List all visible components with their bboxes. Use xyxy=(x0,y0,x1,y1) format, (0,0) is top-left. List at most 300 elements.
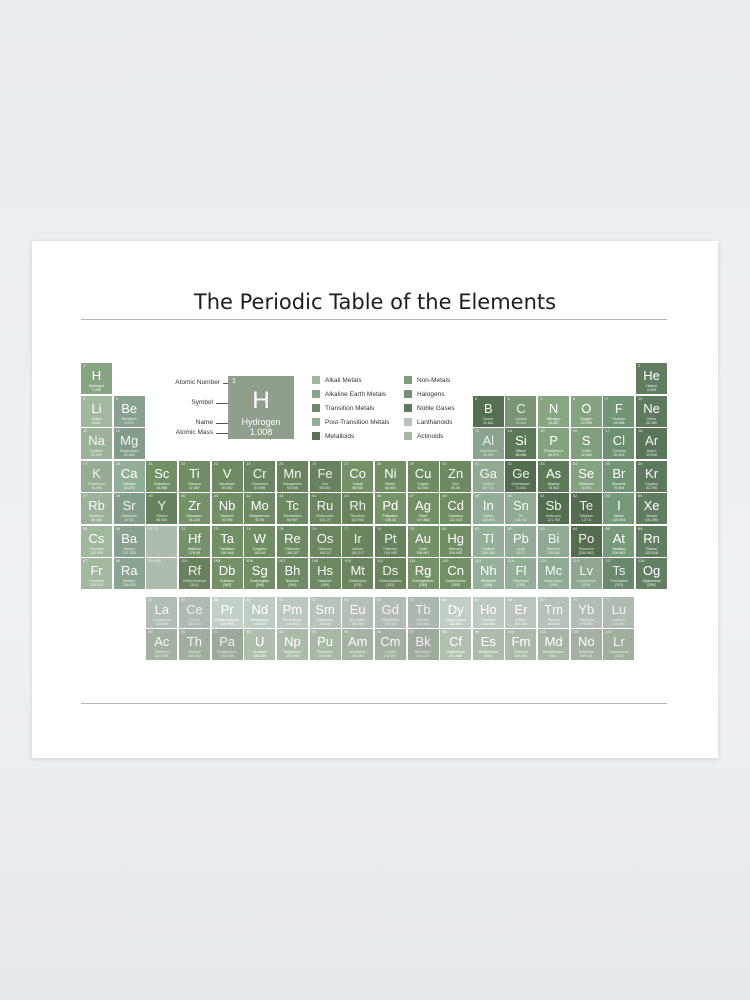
element-number: 91 xyxy=(213,629,219,634)
element-symbol: K xyxy=(92,466,101,481)
element-symbol: Ag xyxy=(415,498,431,513)
element-mass: 231.036 xyxy=(220,654,234,658)
element-number: 80 xyxy=(442,526,447,531)
element-symbol: Pm xyxy=(282,602,303,617)
legend-item xyxy=(404,418,452,427)
top-divider xyxy=(81,319,667,320)
element-symbol: Rb xyxy=(88,498,105,513)
element-mass: 223.020 xyxy=(90,583,103,587)
element-name: Iodine xyxy=(613,514,624,518)
element-cell-og xyxy=(636,558,667,589)
element-mass: 4.003 xyxy=(647,388,657,392)
element-number: 3 xyxy=(83,396,86,401)
element-mass: 178.49 xyxy=(188,551,200,555)
element-number: 35 xyxy=(605,461,610,466)
element-cell-se xyxy=(571,461,602,492)
element-mass: 79.904 xyxy=(613,486,625,490)
element-name: Rhodium xyxy=(350,514,365,518)
element-number: 69 xyxy=(540,597,545,602)
element-symbol: Eu xyxy=(349,602,366,617)
element-cell-hf xyxy=(179,526,210,557)
element-name: Lawrencium xyxy=(609,650,629,654)
element-cell-cl xyxy=(603,428,634,459)
element-name: Francium xyxy=(89,579,104,583)
element-name: Palladium xyxy=(382,514,399,518)
key-mass: 1.008 xyxy=(249,427,273,437)
element-mass: 204.383 xyxy=(481,551,495,555)
element-symbol: P xyxy=(549,433,558,448)
element-cell-th xyxy=(179,629,210,660)
element-number: 96 xyxy=(376,629,382,634)
element-number: 19 xyxy=(83,461,88,466)
element-name: Xenon xyxy=(646,514,657,518)
element-symbol: Np xyxy=(284,634,301,649)
legend-label: Alkali Metals xyxy=(325,377,362,384)
element-name: Hassium xyxy=(318,579,333,583)
element-symbol: Er xyxy=(514,602,528,617)
element-number: 8 xyxy=(572,396,575,401)
element-cell-cn xyxy=(440,558,471,589)
key-label-atomic-mass: Atomic Mass xyxy=(175,429,213,436)
element-mass: 74.922 xyxy=(548,486,560,490)
element-mass: [262] xyxy=(614,654,623,658)
element-name: Zinc xyxy=(452,482,460,486)
element-mass: [294] xyxy=(647,583,656,587)
element-symbol: Pd xyxy=(382,498,399,513)
element-symbol: Cf xyxy=(449,634,463,649)
element-mass: 12.011 xyxy=(515,421,527,425)
element-cell-ge xyxy=(505,461,536,492)
element-number: 1 xyxy=(83,363,86,368)
element-symbol: Zn xyxy=(448,466,464,481)
element-cell-y xyxy=(146,493,177,524)
element-symbol: Sn xyxy=(512,498,529,513)
element-number: 93 xyxy=(278,629,284,634)
element-cell-zn xyxy=(440,461,471,492)
element-number: 49 xyxy=(474,493,480,498)
element-symbol: Cl xyxy=(612,433,626,448)
element-mass: 20.180 xyxy=(646,421,658,425)
element-symbol: Fr xyxy=(90,563,103,578)
element-cell-hs xyxy=(310,558,341,589)
element-name: Tennessine xyxy=(609,579,628,583)
element-symbol: As xyxy=(546,466,562,481)
element-symbol: Be xyxy=(121,401,138,416)
element-mass: 101.07 xyxy=(319,518,331,522)
element-cell-as xyxy=(538,461,569,492)
element-name: Dysprosium xyxy=(446,618,466,622)
legend-label: Metalloids xyxy=(325,433,355,440)
element-number: 101 xyxy=(540,629,547,634)
element-symbol: Ca xyxy=(120,466,138,481)
element-number: 52 xyxy=(572,493,578,498)
element-name: Lutetium xyxy=(611,618,626,622)
element-mass: 195.085 xyxy=(383,551,397,555)
element-cell-db xyxy=(212,558,243,589)
element-number: 65 xyxy=(409,597,414,602)
element-mass: [278] xyxy=(353,583,362,587)
element-name: Thallium xyxy=(481,547,496,551)
element-symbol: Gd xyxy=(381,602,400,617)
element-number: 40 xyxy=(180,493,186,498)
element-number: 76 xyxy=(311,526,316,531)
element-symbol: Ac xyxy=(154,634,170,649)
element-symbol: Ni xyxy=(384,466,397,481)
element-number: 67 xyxy=(474,597,480,602)
element-number: 103 xyxy=(605,629,613,634)
legend-item xyxy=(312,432,354,441)
element-number: 116 xyxy=(572,558,580,563)
element-cell-tm xyxy=(538,597,569,628)
element-mass: 85.468 xyxy=(91,518,102,522)
element-number: 73 xyxy=(213,526,219,531)
element-cell-b xyxy=(473,396,504,427)
element-number: 112 xyxy=(442,558,449,563)
element-mass: 140.116 xyxy=(188,622,201,626)
element-mass: 26.982 xyxy=(482,453,494,457)
legend-swatch xyxy=(404,376,412,384)
element-mass: 222.018 xyxy=(645,551,659,555)
element-number: 78 xyxy=(376,526,382,531)
element-mass: 164.930 xyxy=(481,622,495,626)
element-name: Strontium xyxy=(121,514,137,518)
element-mass: 157.25 xyxy=(384,622,396,626)
legend-swatch xyxy=(312,432,320,440)
element-mass: 140.908 xyxy=(220,622,234,626)
element-mass: 55.845 xyxy=(319,486,331,490)
element-mass: 65.38 xyxy=(451,486,461,490)
element-mass: 173.055 xyxy=(579,622,593,626)
element-name: Molybdenum xyxy=(249,514,271,518)
element-name: Silicon xyxy=(515,449,527,453)
element-number: 30 xyxy=(442,461,447,466)
element-name: Promethium xyxy=(282,618,303,622)
element-number: 46 xyxy=(376,493,382,498)
element-mass: 118.711 xyxy=(514,518,528,522)
element-cell-al xyxy=(473,428,504,459)
element-name: Mendelevium xyxy=(542,650,565,654)
element-name: Niobium xyxy=(220,514,234,518)
element-mass: [269] xyxy=(321,583,330,587)
element-cell-f xyxy=(603,396,634,427)
element-mass: 243.061 xyxy=(351,654,365,658)
element-cell-ir xyxy=(342,526,373,557)
element-mass: 158.925 xyxy=(416,622,430,626)
element-cell-bi xyxy=(538,526,569,557)
element-name: Protactinium xyxy=(217,650,238,654)
element-number: 102 xyxy=(572,629,580,634)
element-cell-fr xyxy=(81,558,112,589)
element-symbol: Tc xyxy=(285,498,299,513)
element-symbol: Ru xyxy=(316,498,334,513)
element-cell-os xyxy=(310,526,341,557)
legend-swatch xyxy=(312,404,320,412)
element-mass: 40.078 xyxy=(123,486,135,490)
element-mass: 54.938 xyxy=(286,486,298,490)
element-symbol: Rg xyxy=(414,563,432,578)
element-name: Fermium xyxy=(513,650,529,654)
element-name: Livermorium xyxy=(576,579,597,583)
element-symbol: Ds xyxy=(382,563,399,578)
legend-label: Alkaline Earth Metals xyxy=(325,391,387,398)
element-cell-lr xyxy=(603,629,634,660)
element-cell-la xyxy=(146,597,177,628)
element-number: 106 xyxy=(246,558,253,563)
element-symbol: Al xyxy=(482,433,495,448)
element-mass: 209.987 xyxy=(612,551,626,555)
element-cell-pd xyxy=(375,493,406,524)
element-cell-ar xyxy=(636,428,667,459)
element-number: 41 xyxy=(213,493,219,498)
element-cell-pr xyxy=(212,597,243,628)
element-number: 90 xyxy=(180,629,186,634)
element-number: 32 xyxy=(507,461,512,466)
element-number: 24 xyxy=(246,461,251,466)
element-cell-eu xyxy=(342,597,373,628)
element-symbol: Rn xyxy=(643,531,660,546)
element-name: Cadmium xyxy=(447,514,464,518)
element-number: 68 xyxy=(507,597,512,602)
element-mass: 87.62 xyxy=(124,518,134,522)
element-cell-ra xyxy=(114,558,145,589)
element-number: 81 xyxy=(474,526,480,531)
element-mass: 207.2 xyxy=(516,551,526,555)
element-mass: 144.243 xyxy=(253,622,267,626)
element-name: Chlorine xyxy=(612,449,626,453)
element-symbol: Nb xyxy=(218,498,236,513)
element-symbol: Lu xyxy=(611,602,627,617)
element-name: Nobelium xyxy=(578,650,594,654)
legend-label: Actinoids xyxy=(417,433,444,440)
element-name: Rutherfordium xyxy=(183,579,206,583)
element-mass: 22.990 xyxy=(91,453,102,457)
element-number: 61 xyxy=(278,597,284,602)
element-mass: 121.760 xyxy=(547,518,561,522)
element-cell-es xyxy=(473,629,504,660)
element-symbol: Ts xyxy=(612,563,626,578)
element-symbol: No xyxy=(577,634,595,649)
element-symbol: Ce xyxy=(186,602,203,617)
element-cell-nb xyxy=(212,493,243,524)
element-symbol: Zr xyxy=(188,498,201,513)
element-name: Lead xyxy=(516,547,525,551)
element-name: Helium xyxy=(645,384,658,388)
element-number: 88 xyxy=(115,558,121,563)
element-number: 29 xyxy=(409,461,414,466)
element-mass: 131.294 xyxy=(645,518,659,522)
element-mass: 247.070 xyxy=(416,654,430,658)
element-number: 57 xyxy=(148,597,153,602)
element-number: 2 xyxy=(638,363,641,368)
element-symbol: Ta xyxy=(220,531,234,546)
element-cell-ag xyxy=(408,493,439,524)
element-symbol: I xyxy=(617,498,621,513)
element-name: Thorium xyxy=(187,650,202,654)
element-mass: 39.098 xyxy=(91,486,102,490)
element-symbol: Lv xyxy=(579,563,594,578)
element-cell-ba xyxy=(114,526,145,557)
element-number: 71 xyxy=(605,597,610,602)
element-cell-mc xyxy=(538,558,569,589)
element-name: Neptunium xyxy=(283,650,302,654)
element-mass: 167.259 xyxy=(514,622,528,626)
legend-swatch xyxy=(404,418,412,426)
element-name: Nihonium xyxy=(480,579,496,583)
element-cell-fm xyxy=(505,629,536,660)
element-name: Caesium xyxy=(89,547,104,551)
element-name: Plutonium xyxy=(317,650,334,654)
key-example-cell xyxy=(228,376,294,439)
element-mass: [266] xyxy=(255,583,264,587)
element-number: 42 xyxy=(246,493,251,498)
legend-label: Lanthanoids xyxy=(417,419,453,426)
element-number: 59 xyxy=(213,597,219,602)
element-cell-am xyxy=(342,629,373,660)
element-number: 82 xyxy=(507,526,512,531)
element-number: 63 xyxy=(344,597,349,602)
element-number: 98 xyxy=(442,629,447,634)
element-cell-s xyxy=(571,428,602,459)
element-mass: 24.305 xyxy=(123,453,135,457)
element-cell-ac xyxy=(146,629,177,660)
element-name: Europium xyxy=(349,618,366,622)
legend-swatch xyxy=(312,390,320,398)
element-mass: [254] xyxy=(484,654,493,658)
element-number: 64 xyxy=(376,597,382,602)
element-name: Nickel xyxy=(385,482,396,486)
legend-item xyxy=(404,376,450,385)
element-symbol: N xyxy=(548,401,559,416)
element-name: Astatine xyxy=(612,547,626,551)
element-symbol: Cd xyxy=(447,498,464,513)
element-name: Moscovium xyxy=(544,579,563,583)
element-number: 48 xyxy=(442,493,447,498)
element-name: Copper xyxy=(417,482,429,486)
element-name: Mercury xyxy=(449,547,463,551)
element-cell-br xyxy=(603,461,634,492)
element-cell-no xyxy=(571,629,602,660)
element-symbol: Ge xyxy=(512,466,530,481)
element-cell-rf xyxy=(179,558,210,589)
element-mass: 183.84 xyxy=(254,551,266,555)
element-symbol: Cm xyxy=(380,634,401,649)
element-name: Vanadium xyxy=(219,482,236,486)
element-mass: 162.500 xyxy=(449,622,463,626)
element-number: 14 xyxy=(507,428,512,433)
element-cell-rg xyxy=(408,558,439,589)
element-cell-lu xyxy=(603,597,634,628)
element-cell-sn xyxy=(505,493,536,524)
element-cell-ca xyxy=(114,461,145,492)
element-mass: [285] xyxy=(451,583,460,587)
element-cell-lv xyxy=(571,558,602,589)
element-cell-au xyxy=(408,526,439,557)
element-number: 43 xyxy=(278,493,284,498)
element-name: Neon xyxy=(647,417,656,421)
element-name: Gadolinium xyxy=(381,618,400,622)
element-cell-mg xyxy=(114,428,145,459)
element-number: 27 xyxy=(344,461,349,466)
element-name: Berkelium xyxy=(415,650,431,654)
legend-label: Non-Metals xyxy=(417,377,451,384)
element-number: 113 xyxy=(474,558,482,563)
element-mass: 58.933 xyxy=(352,486,364,490)
element-symbol: C xyxy=(516,401,526,416)
element-name: Thulium xyxy=(547,618,560,622)
element-symbol: Pr xyxy=(220,602,234,617)
element-symbol: Po xyxy=(578,531,595,546)
element-symbol: Pb xyxy=(512,531,529,546)
element-name: Carbon xyxy=(515,417,527,421)
element-name: Sulfur xyxy=(581,449,591,453)
element-mass: 58.693 xyxy=(384,486,396,490)
element-number: 44 xyxy=(311,493,316,498)
element-symbol: F xyxy=(614,401,623,416)
key-atomic-number: 1 xyxy=(232,378,236,385)
element-cell-ts xyxy=(603,558,634,589)
element-name: Argon xyxy=(646,449,657,453)
element-symbol: Co xyxy=(349,466,366,481)
element-cell-hg xyxy=(440,526,471,557)
element-mass: 200.592 xyxy=(449,551,463,555)
element-name: Einsteinium xyxy=(479,650,498,654)
element-mass: 10.811 xyxy=(482,421,494,425)
element-name: Tantalum xyxy=(219,547,235,551)
element-symbol: Nd xyxy=(251,602,269,617)
element-symbol: B xyxy=(483,401,493,416)
legend-label: Halogens xyxy=(417,391,445,398)
element-cell-np xyxy=(277,629,308,660)
element-symbol: Bi xyxy=(547,531,560,546)
element-mass: 144.913 xyxy=(285,622,299,626)
element-cell-ga xyxy=(473,461,504,492)
element-number: 70 xyxy=(572,597,578,602)
element-cell-li xyxy=(81,396,112,427)
element-name: Radon xyxy=(646,547,657,551)
element-symbol: Md xyxy=(544,634,563,649)
element-cell-at xyxy=(603,526,634,557)
element-mass: 137.328 xyxy=(122,551,136,555)
element-number: 12 xyxy=(115,428,121,433)
element-number: 17 xyxy=(605,428,610,433)
element-mass: 190.23 xyxy=(319,551,331,555)
element-cell-ho xyxy=(473,597,504,628)
element-mass: 106.42 xyxy=(384,518,396,522)
element-number: 86 xyxy=(638,526,643,531)
element-number: 34 xyxy=(572,461,578,466)
element-name: Oganesson xyxy=(642,579,661,583)
legend-label: Noble Gases xyxy=(417,405,455,412)
element-name: Radium xyxy=(122,579,136,583)
element-cell-rb xyxy=(81,493,112,524)
element-name: Silver xyxy=(418,514,428,518)
element-symbol: S xyxy=(581,433,591,448)
element-number: 111 xyxy=(409,558,416,563)
element-symbol: Pt xyxy=(384,531,397,546)
element-mass: 63.546 xyxy=(417,486,429,490)
element-mass: 227.028 xyxy=(155,654,169,658)
element-number: 13 xyxy=(474,428,480,433)
element-number: 50 xyxy=(507,493,512,498)
element-symbol: Pu xyxy=(317,634,333,649)
element-cell-tc xyxy=(277,493,308,524)
element-symbol: Sm xyxy=(315,602,335,617)
element-symbol: O xyxy=(581,401,592,416)
element-name: Beryllium xyxy=(121,417,137,421)
element-name: Neodymium xyxy=(250,618,270,622)
element-number: 83 xyxy=(540,526,545,531)
element-symbol: Hf xyxy=(187,531,201,546)
